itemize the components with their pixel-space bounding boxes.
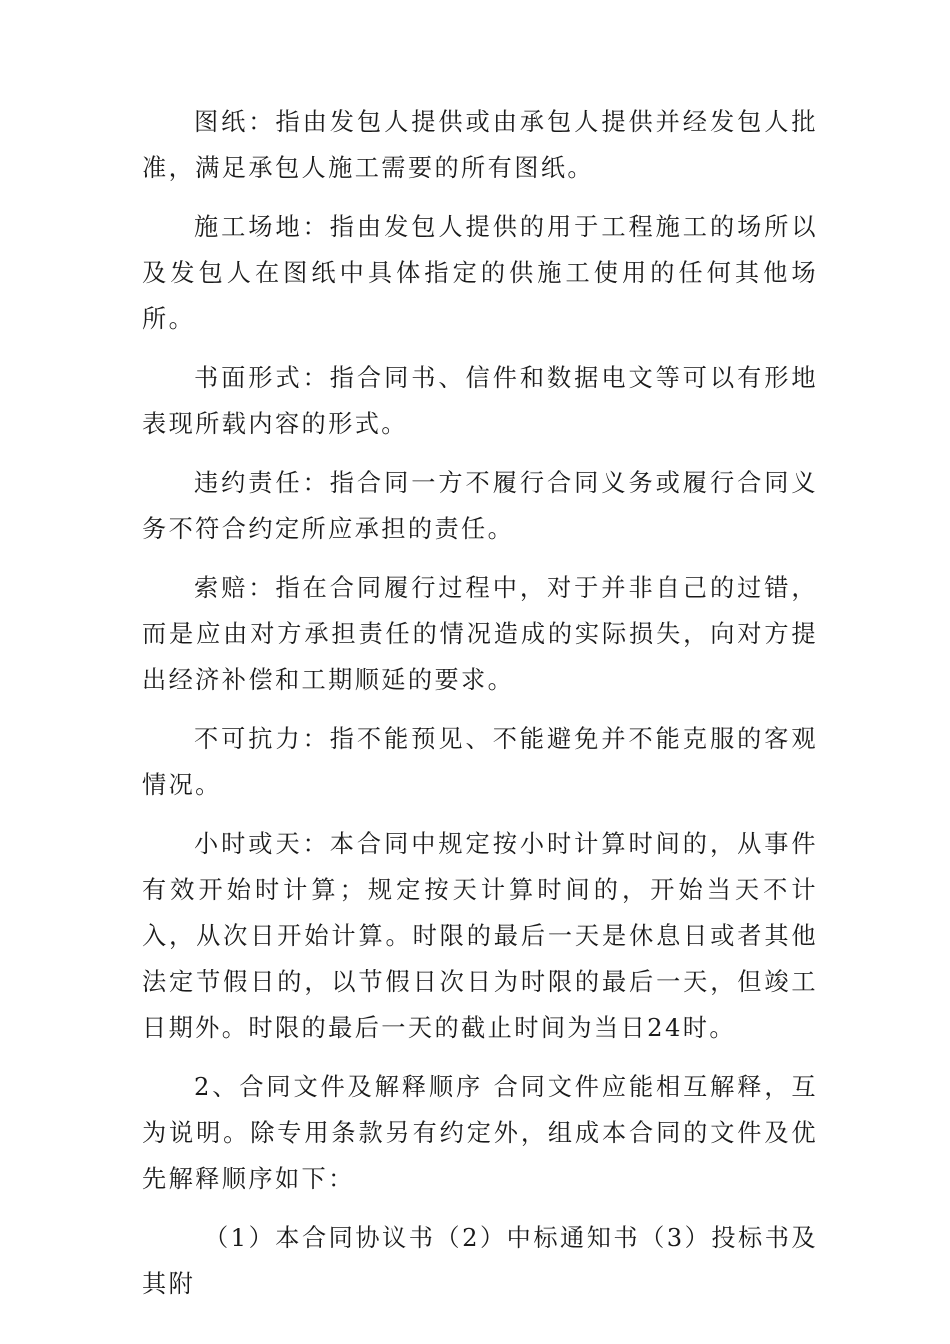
paragraph-drawings-definition: 图纸：指由发包人提供或由承包人提供并经发包人批准，满足承包人施工需要的所有图纸。 xyxy=(142,108,818,182)
paragraph-liability-definition: 违约责任：指合同一方不履行合同义务或履行合同义务不符合约定所应承担的责任。 xyxy=(142,469,818,543)
paragraph-document-list: （1）本合同协议书（2）中标通知书（3）投标书及其附 xyxy=(142,1224,818,1298)
paragraph-written-form-definition: 书面形式：指合同书、信件和数据电文等可以有形地表现所载内容的形式。 xyxy=(142,364,818,438)
paragraph-claim-definition: 索赔：指在合同履行过程中，对于并非自己的过错，而是应由对方承担责任的情况造成的实际损失，向对方提出经济补偿和工期顺延的要求。 xyxy=(142,574,818,694)
paragraph-contract-documents-order: 2、合同文件及解释顺序 合同文件应能相互解释，互为说明。除专用条款另有约定外，组成本合同的文件及优先解释顺序如下： xyxy=(142,1073,818,1193)
paragraph-hours-days-definition: 小时或天：本合同中规定按小时计算时间的，从事件有效开始时计算；规定按天计算时间的，开始当天不计入，从次日开始计算。时限的最后一天是休息日或者其他法定节假日的，以节假日次日为时限的最后一天，但竣工日期外。时限的最后一天的截止时间为当日24时。 xyxy=(142,830,818,1042)
paragraph-force-majeure-definition: 不可抗力：指不能预见、不能避免并不能克服的客观情况。 xyxy=(142,725,818,799)
paragraph-site-definition: 施工场地：指由发包人提供的用于工程施工的场所以及发包人在图纸中具体指定的供施工使用的任何其他场所。 xyxy=(142,213,818,333)
document-body xyxy=(142,99,818,1307)
